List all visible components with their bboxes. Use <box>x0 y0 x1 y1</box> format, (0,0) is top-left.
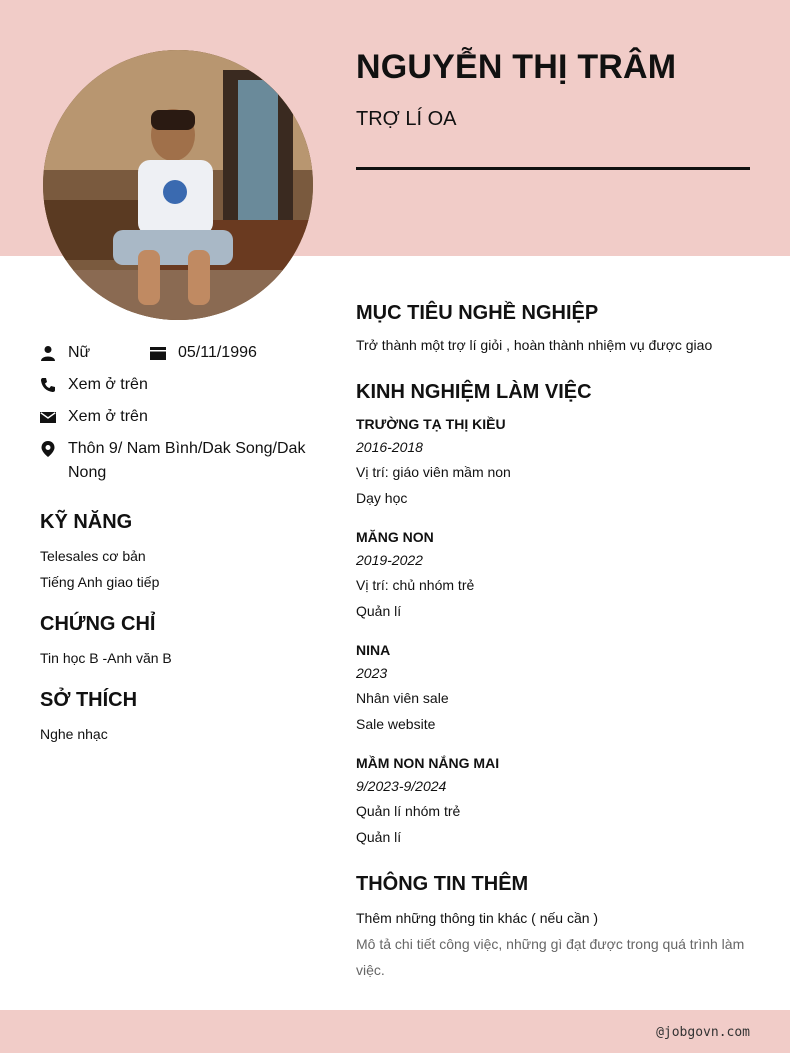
job-period: 2023 <box>356 665 388 681</box>
job-detail: Nhân viên sale <box>356 690 449 706</box>
extra-info-text: Thêm những thông tin khác ( nếu cần ) <box>356 910 599 926</box>
calendar-icon <box>150 345 166 361</box>
job-detail: Quản lí nhóm trẻ <box>356 803 461 819</box>
gender-value: Nữ <box>68 344 91 361</box>
job-period: 9/2023-9/2024 <box>356 778 447 794</box>
job-company: TRƯỜNG TẠ THỊ KIỀU <box>356 416 506 432</box>
job-detail: Vị trí: giáo viên mầm non <box>356 464 511 480</box>
extra-info-description: Mô tả chi tiết công việc, những gì đạt được trong quá trình làm việc. <box>356 936 745 978</box>
address-value: Thôn 9/ Nam Bình/Dak Song/Dak Nong <box>68 440 306 481</box>
email-value: Xem ở trên <box>68 408 148 425</box>
header-divider <box>356 167 750 170</box>
candidate-name: NGUYỄN THỊ TRÂM <box>356 48 677 86</box>
job-company: MĂNG NON <box>356 529 434 545</box>
skill-item: Tiếng Anh giao tiếp <box>40 574 160 590</box>
certificate-item: Tin học B -Anh văn B <box>40 650 172 666</box>
job-company: NINA <box>356 642 391 658</box>
job-company: MẦM NON NẮNG MAI <box>356 755 500 771</box>
phone-value: Xem ở trên <box>68 376 148 393</box>
person-icon <box>40 345 56 361</box>
job-title: TRỢ LÍ OA <box>356 108 457 130</box>
job-period: 2016-2018 <box>356 439 423 455</box>
location-pin-icon <box>40 441 56 457</box>
job-detail: Vị trí: chủ nhóm trẻ <box>356 577 475 593</box>
job-detail: Quản lí <box>356 603 402 619</box>
objective-heading: MỤC TIÊU NGHỀ NGHIỆP <box>356 302 599 324</box>
hobby-item: Nghe nhạc <box>40 726 108 742</box>
job-period: 2019-2022 <box>356 552 423 568</box>
certificates-heading: CHỨNG CHỈ <box>40 613 156 635</box>
profile-photo <box>43 50 313 320</box>
skill-item: Telesales cơ bản <box>40 548 146 564</box>
birthday-value: 05/11/1996 <box>178 344 257 361</box>
mail-icon <box>40 409 56 425</box>
experience-heading: KINH NGHIỆM LÀM VIỆC <box>356 381 592 403</box>
hobbies-heading: SỞ THÍCH <box>40 689 138 711</box>
job-detail: Quản lí <box>356 829 402 845</box>
skills-heading: KỸ NĂNG <box>40 511 133 533</box>
job-detail: Dạy học <box>356 490 408 506</box>
objective-text: Trở thành một trợ lí giỏi , hoàn thành nhiệm vụ được giao <box>356 337 713 353</box>
watermark: @jobgovn.com <box>656 1025 750 1040</box>
extra-info-heading: THÔNG TIN THÊM <box>356 873 529 895</box>
phone-icon <box>40 377 56 393</box>
job-detail: Sale website <box>356 716 436 732</box>
